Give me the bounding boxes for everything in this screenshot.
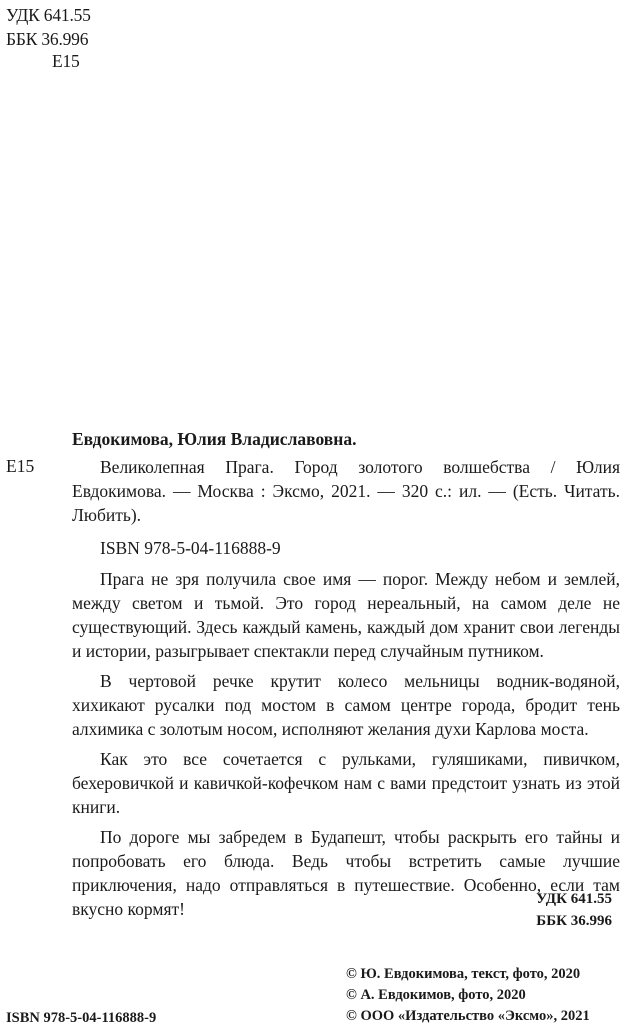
bbk-top: ББК 36.996 — [6, 29, 89, 49]
author-heading: Евдокимова, Юлия Владиславовна. — [72, 429, 357, 449]
isbn-footer: ISBN 978-5-04-116888-9 — [6, 1010, 157, 1026]
annotation-paragraph: Как это все сочетается с рульками, гуляшиками, пивичком, бехеровичкой и кавичкой-кофечком нам с вами предстоит узнать из этой книги. — [72, 749, 620, 817]
annotation — [72, 567, 620, 927]
copyright-line: © ООО «Издательство «Эксмо», 2021 — [346, 1008, 590, 1024]
isbn-record: ISBN 978-5-04-116888-9 — [100, 538, 281, 558]
bbk-bottom: ББК 36.996 — [536, 913, 612, 929]
author-mark-top: Е15 — [52, 51, 80, 71]
udk-top: УДК 641.55 — [6, 5, 91, 25]
copyright-line: © Ю. Евдокимова, текст, фото, 2020 — [346, 966, 581, 982]
annotation-paragraph: В чертовой речке крутит колесо мельницы водник-водяной, хихикают русалки под мостом в самом центре города, бродит тень алхимика с золотым носом, исполняют желания духи Карлова моста. — [72, 671, 620, 739]
copyright-line: © А. Евдокимов, фото, 2020 — [346, 987, 526, 1003]
author-mark-side: Е15 — [6, 456, 35, 476]
copyright-block — [346, 964, 590, 1027]
annotation-paragraph: Прага не зря получила свое имя — порог. Между небом и землей, между светом и тьмой. Это город нереальный, на самом деле не существующий. Здесь каждый камень, каждый дом хранит свои легенды и истории, разыгрывает спектакли перед случайным путником. — [72, 569, 620, 661]
bibliographic-description: Великолепная Прага. Город золотого волшебства / Юлия Евдокимова. — Москва : Эксмо, 2021. — 320 с.: ил. — (Есть. Читать. Любить). — [72, 457, 620, 525]
annotation-paragraph: По дороге мы забредем в Будапешт, чтобы раскрыть его тайны и попробовать его блюда. Ведь чтобы встретить самые лучшие приключения, надо отправляться в путешествие. Особенно, если там вкусно кормят! — [72, 827, 620, 919]
udk-bottom: УДК 641.55 — [536, 891, 612, 907]
classification-bottom — [536, 888, 612, 932]
